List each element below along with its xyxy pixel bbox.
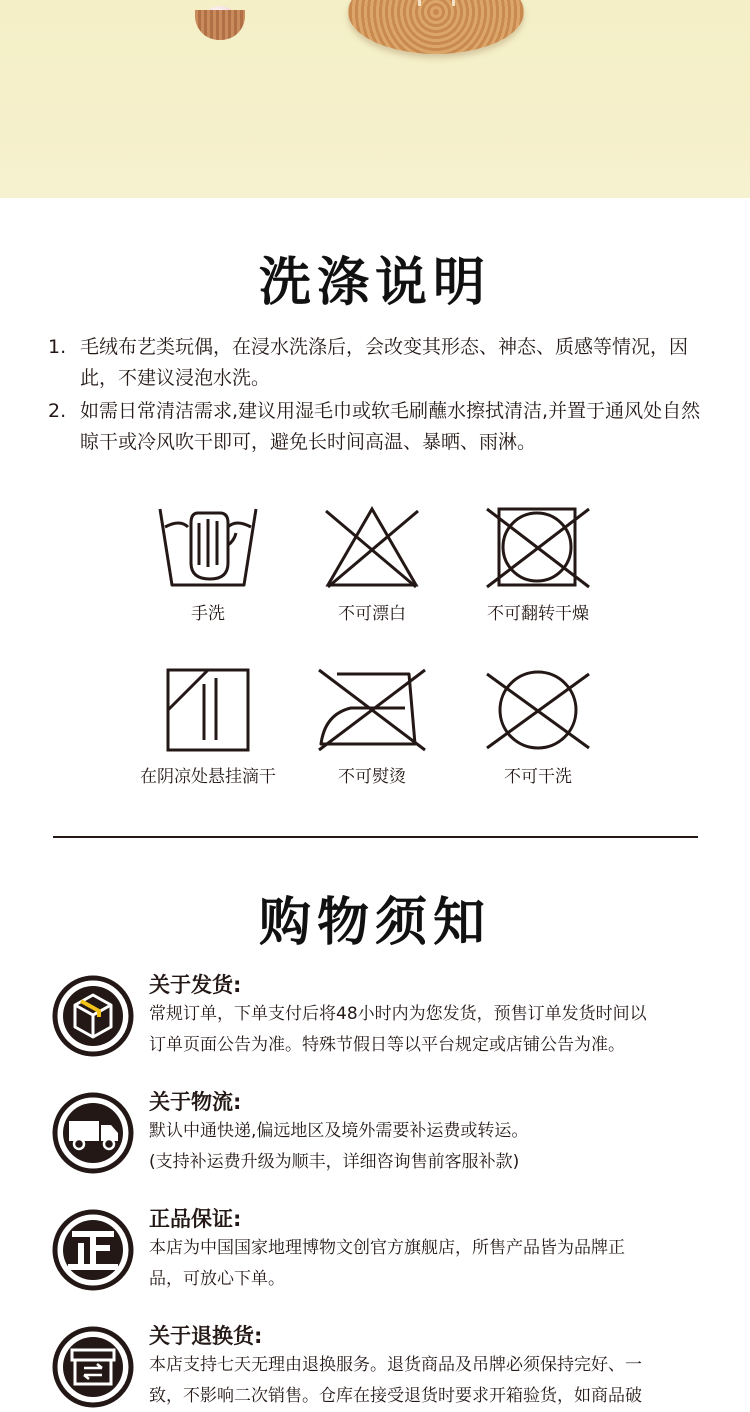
no-bleach-icon [322, 505, 422, 591]
section-divider [53, 836, 698, 838]
woven-basket-image [348, 0, 524, 54]
no-iron-icon [317, 668, 427, 754]
mini-basket-image [195, 10, 245, 40]
shade-drip-dry-icon [158, 668, 258, 754]
care-symbol-no-tumble-dry: 不可翻转干燥 [448, 505, 628, 624]
package-box-icon [52, 975, 134, 1057]
care-symbol-no-bleach: 不可漂白 [282, 505, 462, 624]
wash-instructions-list [48, 332, 708, 460]
care-symbol-no-dry-clean: 不可干洗 [448, 668, 628, 787]
wash-instruction-item: 1. 毛绒布艺类玩偶，在浸水洗涤后，会改变其形态、神态、质感等情况，因此，不建议浸泡水洗。 [48, 336, 689, 389]
care-symbol-shade-drip-dry: 在阴凉处悬挂滴干 [118, 668, 298, 787]
delivery-truck-icon [52, 1092, 134, 1174]
wash-section-title: 洗涤说明 [258, 253, 491, 313]
authentic-zheng-icon [52, 1209, 134, 1291]
no-dry-clean-icon [485, 668, 591, 754]
no-tumble-dry-icon [485, 505, 591, 591]
product-photo-banner [0, 0, 750, 198]
care-symbol-no-iron: 不可熨烫 [282, 668, 462, 787]
hand-wash-icon [158, 505, 258, 591]
wash-instruction-item: 2. 如需日常清洁需求,建议用湿毛巾或软毛刷蘸水擦拭清洁,并置于通风处自然晾干或冷风吹干即可，避免长时间高温、暴晒、雨淋。 [48, 400, 701, 453]
return-box-icon [52, 1326, 134, 1408]
care-symbol-hand-wash: 手洗 [118, 505, 298, 624]
shopping-section-title: 购物须知 [258, 893, 491, 953]
